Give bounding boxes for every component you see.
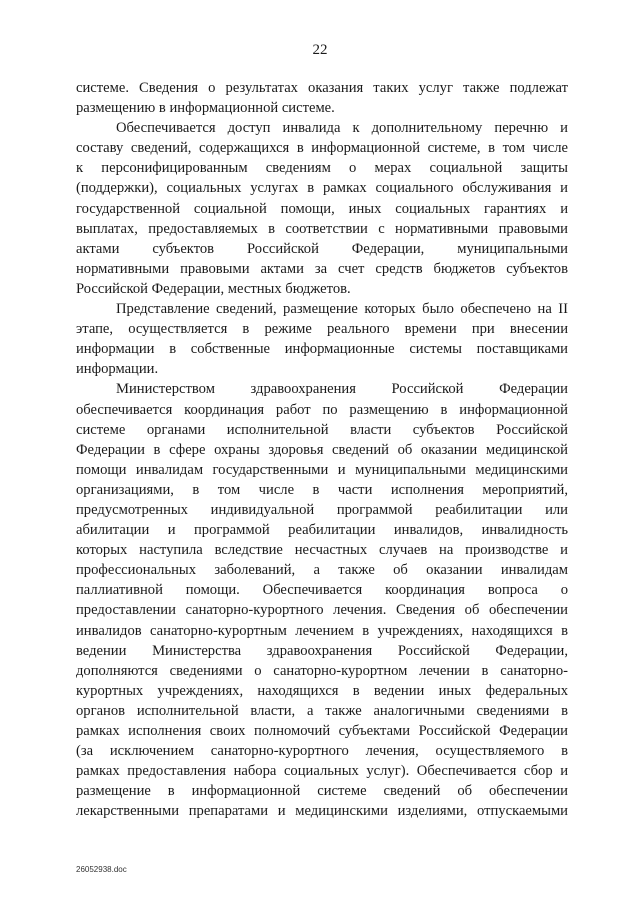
text-line: государственной социальной помощи, иных социальных гарантиях и: [76, 200, 568, 217]
text-line: курортных учреждениях, находящихся в ведении иных федеральных: [76, 682, 568, 699]
text-line: Российской Федерации, местных бюджетов.: [76, 280, 351, 297]
text-line: Министерством здравоохранения Российской Федерации: [116, 381, 568, 398]
text-line: информации в собственные информационные системы поставщиками: [76, 341, 568, 358]
paragraph: [76, 118, 568, 299]
document-body: [76, 78, 568, 821]
text-line: этапе, осуществляется в режиме реального времени при внесении: [76, 321, 568, 338]
text-line: системе. Сведения о результатах оказания таких услуг также подлежат: [76, 80, 568, 96]
text-line: обеспечивается координация работ по размещению в информационной: [76, 401, 568, 418]
text-line: органов исполнительной власти, а также аналогичными сведениями в: [76, 702, 568, 719]
text-line: инвалидов санаторно-курортным лечением в учреждениях, находящихся в: [76, 622, 568, 639]
text-line: выплатах, предоставляемых в соответствии с нормативными правовыми: [76, 220, 568, 237]
paragraph: [76, 78, 568, 118]
text-line: информации.: [76, 361, 159, 378]
text-line: рамках предоставления набора социальных услуг). Обеспечивается сбор и: [76, 763, 568, 780]
text-line: Федерации в сфере охраны здоровья сведений об оказании медицинской: [76, 441, 568, 458]
text-line: нормативными правовыми актами за счет средств бюджетов субъектов: [76, 260, 568, 277]
text-line: дополняются сведениями о санаторно-курортном лечении в санаторно-: [76, 662, 568, 679]
text-line: абилитации и программой реабилитации инвалидов, инвалидность: [76, 522, 568, 539]
text-line: Представление сведений, размещение которых было обеспечено на II: [116, 301, 568, 318]
text-line: лекарственными препаратами и медицинскими изделиями, отпускаемыми: [76, 803, 568, 820]
text-line: рамках исполнения своих полномочий субъектами Российской Федерации: [76, 723, 568, 739]
text-line: системе органами исполнительной власти субъектов Российской: [76, 421, 568, 438]
text-line: (поддержки), социальных услугах в рамках социального обслуживания и: [76, 180, 568, 197]
text-line: организациями, в том числе в части исполнения мероприятий,: [76, 481, 568, 498]
text-line: ведении Министерства здравоохранения Российской Федерации,: [76, 642, 568, 659]
text-line: паллиативной помощи. Обеспечивается координация вопроса о: [76, 582, 568, 599]
paragraph: [76, 299, 568, 379]
page-number: 22: [312, 42, 328, 58]
text-line: которых наступила вследствие несчастных случаев на производстве и: [76, 542, 568, 559]
text-line: (за исключением санаторно-курортного лечения, осуществляемого в: [76, 743, 568, 760]
text-line: актами субъектов Российской Федерации, муниципальными: [76, 240, 568, 257]
paragraph: [76, 379, 568, 821]
text-line: составу сведений, содержащихся в информационной системе, в том числе: [76, 140, 568, 157]
text-line: к персонифицированным сведениям о мерах социальной защиты: [76, 160, 568, 177]
text-line: помощи инвалидам государственными и муниципальными медицинскими: [76, 461, 568, 478]
text-line: Обеспечивается доступ инвалида к дополнительному перечню и: [116, 120, 568, 137]
text-line: профессиональных заболеваний, а также об оказании инвалидам: [76, 562, 568, 579]
text-line: размещение в информационной системе сведений об обеспечении: [76, 783, 568, 800]
text-line: размещению в информационной системе.: [76, 100, 335, 117]
file-name-footer: 26052938.doc: [76, 865, 127, 874]
text-line: предоставлении санаторно-курортного лечения. Сведения об обеспечении: [76, 602, 568, 619]
text-line: предусмотренных индивидуальной программой реабилитации или: [76, 501, 568, 518]
